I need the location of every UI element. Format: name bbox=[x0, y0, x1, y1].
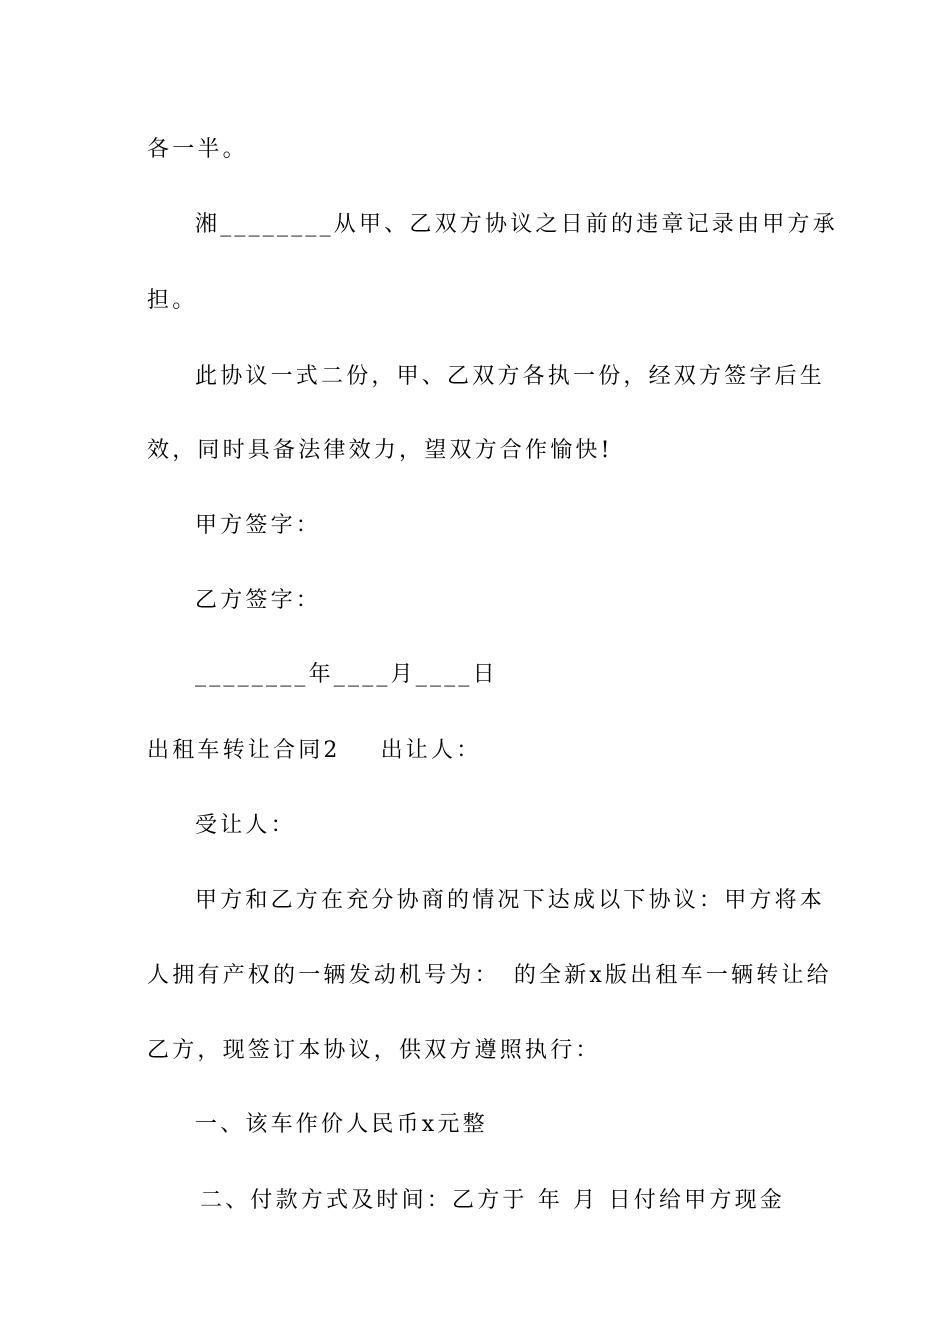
transferee-label: 受让人： bbox=[195, 813, 296, 838]
agreement-line-2-part-b: 的全新x版出租车一辆转让给 bbox=[513, 963, 832, 988]
violation-clause-line-2: 担。 bbox=[147, 288, 198, 313]
transferor-label: 出让人： bbox=[380, 738, 482, 763]
clause-item-2: 二、付款方式及时间：乙方于 年 月 日付给甲方现金 bbox=[200, 1188, 785, 1213]
date-line: ________年____月____日 bbox=[195, 662, 498, 687]
violation-clause-line-1: 湘________从甲、乙双方协议之日前的违章记录由甲方承 bbox=[195, 212, 838, 237]
party-a-signature: 甲方签字： bbox=[195, 513, 322, 538]
party-b-signature: 乙方签字： bbox=[195, 588, 322, 613]
paragraph-tail: 各一半。 bbox=[147, 137, 248, 162]
agreement-line-3: 乙方，现签订本协议，供双方遵照执行： bbox=[147, 1038, 601, 1063]
contract-2-title: 出租车转让合同2 bbox=[147, 738, 341, 763]
copies-clause-line-1: 此协议一式二份，甲、乙双方各执一份，经双方签字后生 bbox=[195, 364, 826, 389]
agreement-line-2-part-a: 人拥有产权的一辆发动机号为： bbox=[147, 963, 500, 988]
agreement-line-2 bbox=[147, 961, 832, 991]
copies-clause-line-2: 效，同时具备法律效力，望双方合作愉快! bbox=[147, 438, 613, 463]
contract-2-heading bbox=[147, 736, 481, 766]
agreement-line-1: 甲方和乙方在充分协商的情况下达成以下协议：甲方将本 bbox=[195, 888, 826, 913]
clause-item-1: 一、该车作价人民币x元整 bbox=[195, 1112, 488, 1137]
